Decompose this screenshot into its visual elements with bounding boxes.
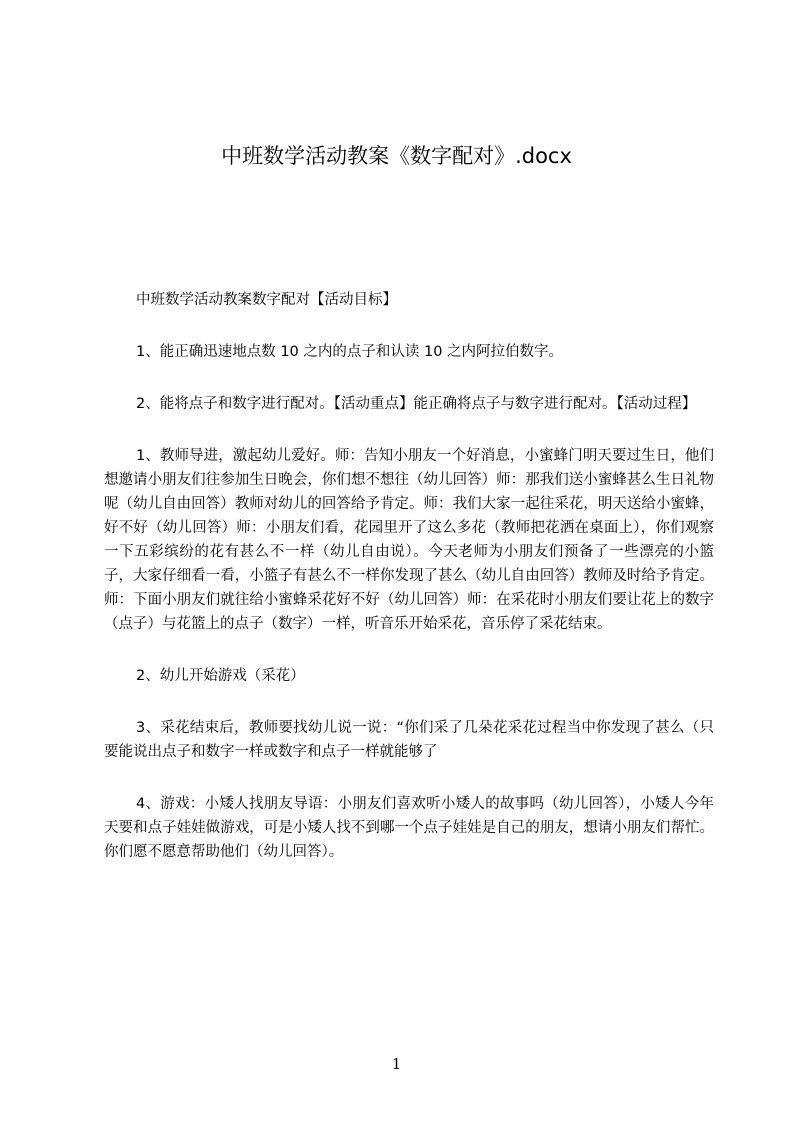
paragraph-process-4: 4、游戏：小矮人找朋友导语：小朋友们喜欢听小矮人的故事吗（幼儿回答），小矮人今年天要和点子娃娃做游戏，可是小矮人找不到哪一个点子娃娃是自己的朋友，想请小朋友们帮忙。你们愿不愿意帮助他们（幼儿回答）。	[104, 796, 714, 860]
paragraph-goal-2: 2、能将点子和数字进行配对。【活动重点】能正确将点子与数字进行配对。【活动过程】	[136, 396, 697, 412]
paragraph-process-1: 1、教师导进，激起幼儿爱好。师：告知小朋友一个好消息，小蜜蜂门明天要过生日，他们想邀请小朋友们往参加生日晚会，你们想不想往（幼儿回答）师：那我们送小蜜蜂甚么生日礼物呢（幼儿自由回答）教师对幼儿的回答给予肯定。师：我们大家一起往采花，明天送给小蜜蜂，好不好（幼儿回答）师：小朋友们看，花园里开了这么多花（教师把花洒在桌面上），你们观察一下五彩缤纷的花有甚么不一样（幼儿自由说）。今天老师为小朋友们预备了一些漂亮的小篮子，大家仔细看一看，小篮子有甚么不一样你发现了甚么（幼儿自由回答）教师及时给予肯定。师：下面小朋友们就往给小蜜蜂采花好不好（幼儿回答）师：在采花时小朋友们要让花上的数字（点子）与花篮上的点子（数字）一样，听音乐开始采花，音乐停了采花结束。	[104, 448, 714, 632]
document-title: 中班数学活动教案《数字配对》.docx	[221, 144, 572, 168]
paragraph-activity-goals-heading: 中班数学活动教案数字配对【活动目标】	[136, 292, 397, 308]
paragraph-process-3: 3、采花结束后，教师要找幼儿说一说：“你们采了几朵花采花过程当中你发现了甚么（只要能说出点子和数字一样或数字和点子一样就能够了	[104, 720, 714, 760]
paragraph-process-2: 2、幼儿开始游戏（采花）	[136, 668, 305, 684]
page-number: 1	[391, 1055, 402, 1073]
paragraph-goal-1: 1、能正确迅速地点数 10 之内的点子和认读 10 之内阿拉伯数字。	[136, 344, 564, 360]
document-body	[104, 288, 714, 864]
